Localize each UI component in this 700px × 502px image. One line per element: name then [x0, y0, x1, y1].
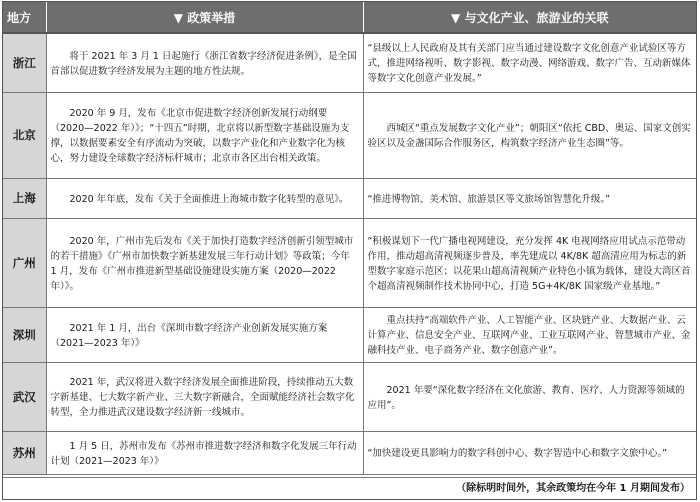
table-row	[3, 363, 696, 432]
header-policy: ▼ 政策举措	[46, 2, 363, 33]
relation-cell: 重点扶持“高端软件产业、人工智能产业、区块链产业、大数据产业、云计算产业、信息安全产业、互联网产业、工业互联网产业、智慧城市产业、金融科技产业、电子商务产业、数字创意产业”。	[363, 308, 696, 363]
region-cell: 广州	[3, 219, 46, 308]
table-row	[3, 432, 696, 475]
region-cell: 深圳	[3, 308, 46, 363]
region-cell: 浙江	[3, 33, 46, 93]
relation-cell: “推进博物馆、美术馆、旅游景区等文旅场馆智慧化升级。”	[363, 179, 696, 219]
policy-cell: 2021 年 1 月，出台《深圳市数字经济产业创新发展实施方案（2021—2023 年）》	[46, 308, 363, 363]
relation-cell: “加快建设更具影响力的数字科创中心、数字智造中心和数字文旅中心。”	[363, 432, 696, 475]
policy-cell: 1 月 5 日，苏州市发布《苏州市推进数字经济和数字化发展三年行动计划（2021—2023 年）》	[46, 432, 363, 475]
relation-cell: “县级以上人民政府及其有关部门应当通过建设数字文化创意产业试验区等方式，推进网络视听、数字影视、数字动漫、网络游戏、数字广告、互动新媒体等数字文化创意产业发展。”	[363, 33, 696, 93]
table-row	[3, 93, 696, 179]
table-row	[3, 179, 696, 219]
region-cell: 武汉	[3, 363, 46, 432]
policy-cell: 2020 年 9 月，发布《北京市促进数字经济创新发展行动纲要（2020—2022 年）》；“十四五”时期，北京将以新型数字基础设施为支撑，以数据要素安全有序流动为突破，以数字产业化和产业数字化为核心，努力建设全球数字经济标杆城市；北京市各区出台相关政策。	[46, 93, 363, 179]
policy-cell: 2020 年年底，发布《关于全面推进上海城市数字化转型的意见》。	[46, 179, 363, 219]
table-row	[3, 308, 696, 363]
table-header-row	[3, 2, 696, 33]
relation-cell: 2021 年要“深化数字经济在文化旅游、教育、医疗、人力资源等领域的应用”。	[363, 363, 696, 432]
table-row	[3, 33, 696, 93]
digital-economy-policy-table	[3, 2, 696, 475]
region-cell: 苏州	[3, 432, 46, 475]
table-row	[3, 219, 696, 308]
relation-cell: 西城区“重点发展数字文化产业”；朝阳区“依托 CBD、奥运、国家文创实验区以及金盏国际合作服务区，构筑数字经济产业生态圈”等。	[363, 93, 696, 179]
table-footnote: （除标明时间外，其余政策均在今年 1 月期间发布）	[3, 477, 696, 499]
region-cell: 北京	[3, 93, 46, 179]
relation-cell: “积极谋划下一代广播电视网建设，充分发挥 4K 电视网络应用试点示范带动作用，推动超高清视频逐步普及，率先建成以 4K/8K 超高清应用为标志的新型数字家庭示范区；以花果山超高清视频产业特色小镇为载体，建设大湾区首个超高清视频制作技术协同中心，打造 5G+4K/8K 国家级产业基地。”	[363, 219, 696, 308]
policy-cell: 将于 2021 年 3 月 1 日起施行《浙江省数字经济促进条例》，是全国首部以促进数字经济发展为主题的地方性法规。	[46, 33, 363, 93]
policy-cell: 2020 年，广州市先后发布《关于加快打造数字经济创新引领型城市的若干措施》《广州市加快数字新基建发展三年行动计划》等政策；今年 1 月，发布《广州市推进新型基础设施建设实施方案（2020—2022 年）》。	[46, 219, 363, 308]
policy-cell: 2021 年，武汉将进入数字经济发展全面推进阶段，持续推动五大数字新基建、七大数字新产业、三大数字新融合，全面赋能经济社会数字化转型，全力推进武汉建设数字经济新一线城市。	[46, 363, 363, 432]
header-relation: ▼ 与文化产业、旅游业的关联	[363, 2, 696, 33]
region-cell: 上海	[3, 179, 46, 219]
policy-table-frame	[2, 1, 697, 500]
header-region: 地方	[3, 2, 46, 33]
